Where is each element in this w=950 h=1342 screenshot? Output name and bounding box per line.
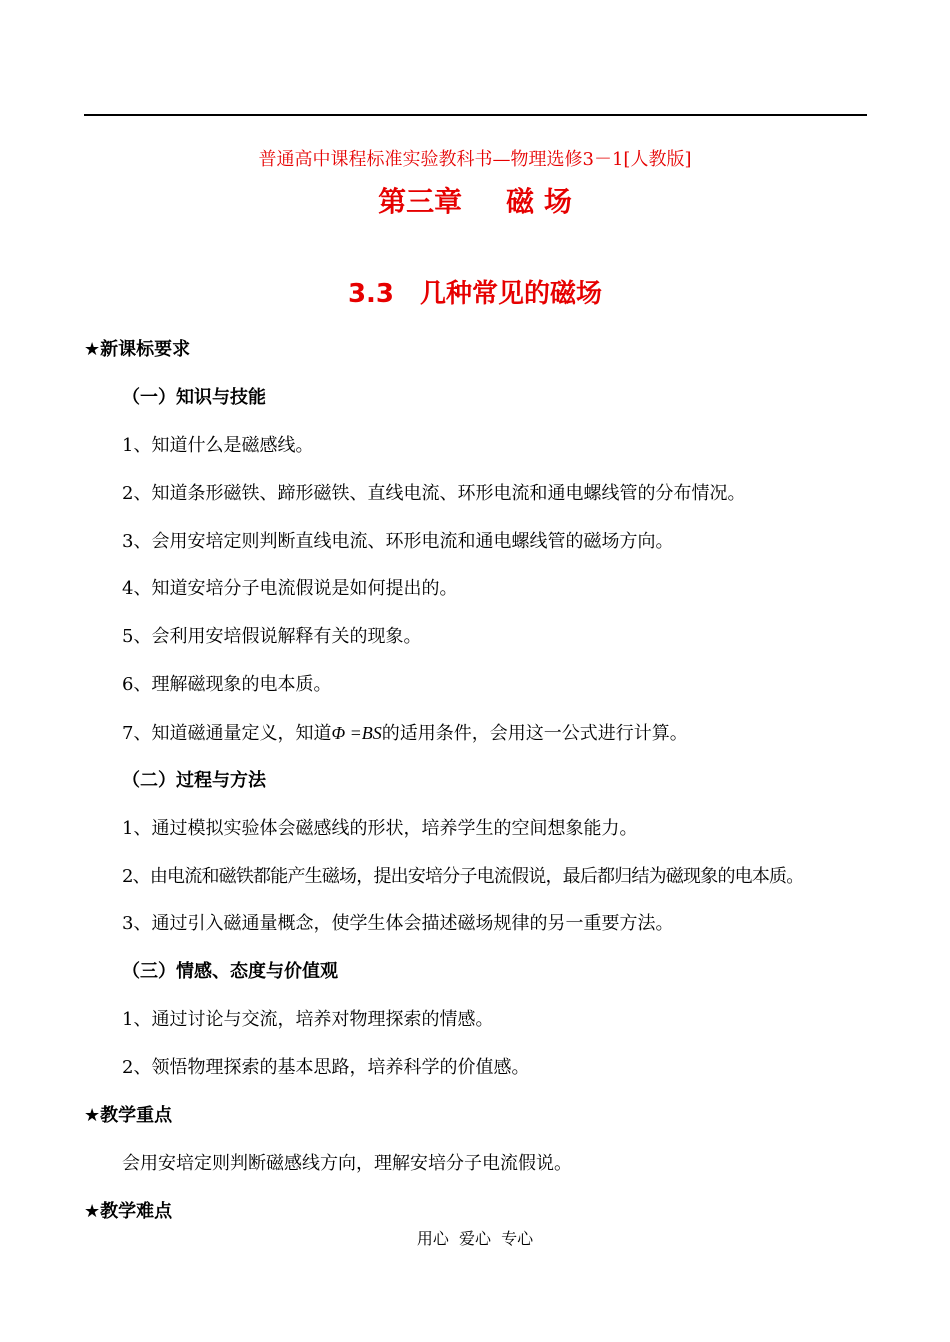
section-title xyxy=(0,277,950,311)
knowledge-item-7-after: 的适用条件，会用这一公式进行计算。 xyxy=(381,723,688,744)
requirements-heading: ★新课标要求 xyxy=(84,339,191,360)
attitude-item-2: 2、领悟物理探索的基本思路，培养科学的价值感。 xyxy=(122,1057,530,1078)
attitude-item-1: 1、通过讨论与交流，培养对物理探索的情感。 xyxy=(122,1009,494,1030)
knowledge-item-3: 3、会用安培定则判断直线电流、环形电流和通电螺线管的磁场方向。 xyxy=(122,531,674,552)
flux-formula: Φ =BS xyxy=(331,723,382,743)
attitude-heading: （三）情感、态度与价值观 xyxy=(122,961,338,982)
knowledge-item-7 xyxy=(122,721,688,746)
knowledge-item-2: 2、知道条形磁铁、蹄形磁铁、直线电流、环形电流和通电螺线管的分布情况。 xyxy=(122,483,746,504)
key-points-text: 会用安培定则判断磁感线方向，理解安培分子电流假说。 xyxy=(122,1153,572,1174)
header-rule xyxy=(84,114,867,116)
chapter-name: 磁 场 xyxy=(506,185,572,218)
series-title: 普通高中课程标准实验教科书—物理选修3－1[人教版] xyxy=(258,149,692,170)
page-footer: 用心 爱心 专心 xyxy=(416,1229,534,1248)
knowledge-heading: （一）知识与技能 xyxy=(122,387,266,408)
knowledge-item-7-before: 7、知道磁通量定义，知道 xyxy=(122,723,332,744)
section-name: 几种常见的磁场 xyxy=(420,279,603,309)
chapter-number: 第三章 xyxy=(378,185,463,218)
key-points-heading: ★教学重点 xyxy=(84,1105,173,1126)
process-item-2: 2、由电流和磁铁都能产生磁场，提出安培分子电流假说，最后都归结为磁现象的电本质。 xyxy=(122,866,804,887)
knowledge-item-6: 6、理解磁现象的电本质。 xyxy=(122,674,332,695)
chapter-title xyxy=(0,184,950,220)
difficulties-heading: ★教学难点 xyxy=(84,1201,173,1222)
knowledge-item-4: 4、知道安培分子电流假说是如何提出的。 xyxy=(122,578,458,599)
knowledge-item-5: 5、会利用安培假说解释有关的现象。 xyxy=(122,626,422,647)
knowledge-item-1: 1、知道什么是磁感线。 xyxy=(122,435,314,456)
process-item-1: 1、通过模拟实验体会磁感线的形状，培养学生的空间想象能力。 xyxy=(122,818,638,839)
process-item-3: 3、通过引入磁通量概念，使学生体会描述磁场规律的另一重要方法。 xyxy=(122,913,674,934)
section-number: 3.3 xyxy=(347,279,395,309)
process-heading: （二）过程与方法 xyxy=(122,770,266,791)
